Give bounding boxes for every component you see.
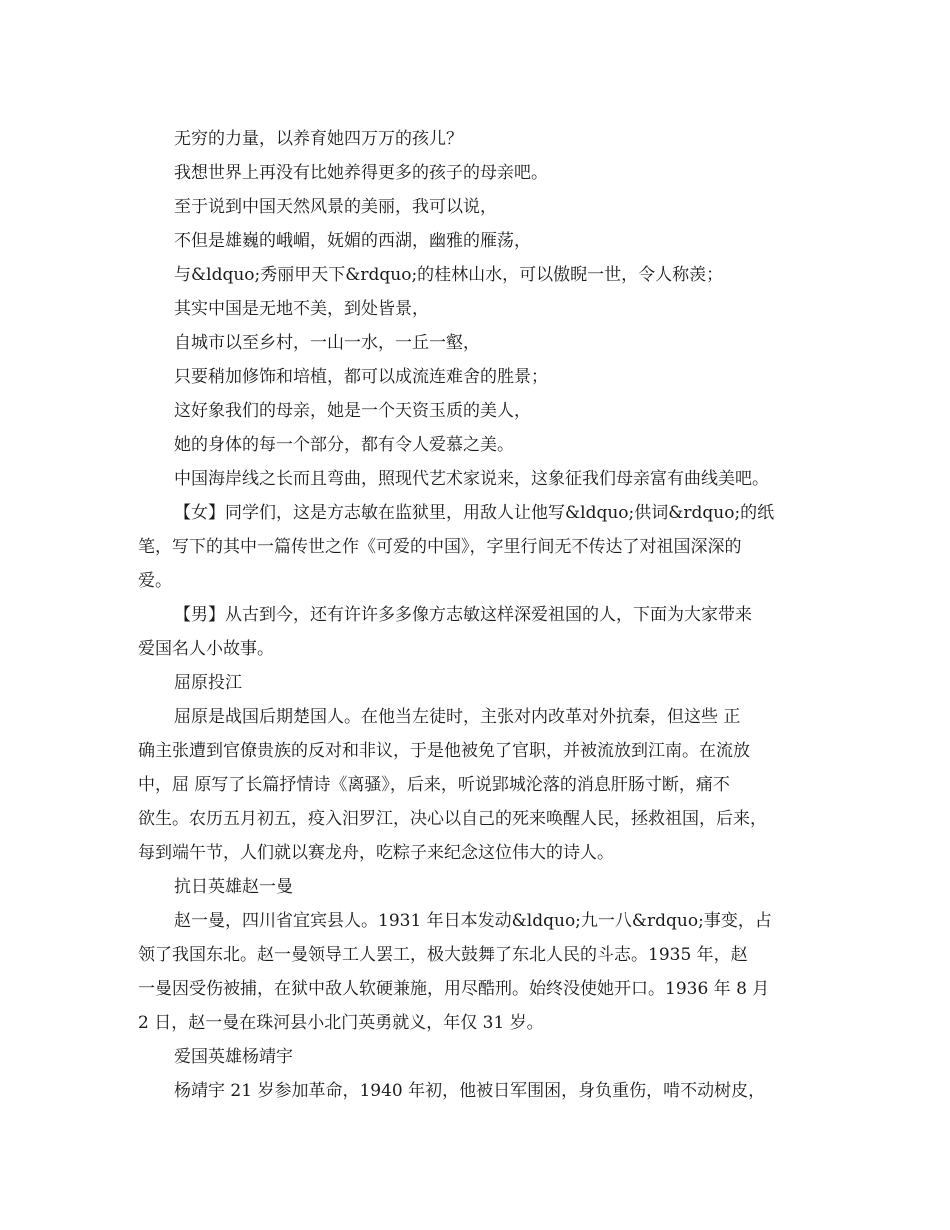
text-line: 其实中国是无地不美，到处皆景， [174, 299, 429, 319]
text-line: 欲生。农历五月初五，疫入汨罗江，决心以自己的死来唤醒人民，拯救祖国，后来， [138, 809, 767, 829]
text-line: 至于说到中国天然风景的美丽，我可以说， [174, 197, 497, 217]
section-heading-quyuan: 屈原投江 [174, 673, 242, 693]
text-line: 她的身体的每一个部分，都有令人爱慕之美。 [174, 435, 514, 455]
paragraph-female-start: 【女】同学们，这是方志敏在监狱里，用敌人让他写&ldquo;供词&rdquo;的纸 [174, 503, 775, 523]
text-line: 领了我国东北。赵一曼领导工人罢工，极大鼓舞了东北人民的斗志。1935 年，赵 [138, 945, 748, 965]
text-line: 无穷的力量，以养育她四万万的孩儿？ [174, 129, 463, 149]
text-line: 杨靖宇 21 岁参加革命，1940 年初，他被日军围困，身负重伤，啃不动树皮， [174, 1081, 766, 1101]
document-body [138, 122, 822, 1108]
text-line: 爱。 [138, 571, 172, 591]
text-line: 我想世界上再没有比她养得更多的孩子的母亲吧。 [174, 163, 548, 183]
text-line: 赵一曼，四川省宜宾县人。1931 年日本发动&ldquo;九一八&rdquo;事变，占 [174, 911, 772, 931]
text-line: 自城市以至乡村，一山一水，一丘一壑， [174, 333, 480, 353]
text-line: 不但是雄巍的峨嵋，妩媚的西湖，幽雅的雁荡， [174, 231, 531, 251]
text-line: 这好象我们的母亲，她是一个天资玉质的美人， [174, 401, 531, 421]
text-line: 爱国名人小故事。 [138, 639, 274, 659]
text-line: 只要稍加修饰和培植，都可以成流连难舍的胜景； [174, 367, 548, 387]
section-heading-zhaoyiman: 抗日英雄赵一曼 [174, 877, 293, 897]
text-line: 中国海岸线之长而且弯曲，照现代艺术家说来，这象征我们母亲富有曲线美吧。 [174, 469, 769, 489]
text-line: 屈原是战国后期楚国人。在他当左徒时，主张对内改革对外抗秦，但这些 正 [174, 707, 741, 727]
text-line: 中，屈 原写了长篇抒情诗《离骚》，后来，听说郢城沦落的消息肝肠寸断，痛不 [138, 775, 730, 795]
text-line: 一曼因受伤被捕，在狱中敌人软硬兼施，用尽酷刑。始终没使她开口。1936 年 8 月 [138, 979, 770, 999]
text-line: 每到端午节，人们就以赛龙舟，吃粽子来纪念这位伟大的诗人。 [138, 843, 614, 863]
text-line: 确主张遭到官僚贵族的反对和非议，于是他被免了官职，并被流放到江南。在流放 [138, 741, 750, 761]
text-line: 与&ldquo;秀丽甲天下&rdquo;的桂林山水，可以傲睨一世，令人称羡； [174, 265, 724, 285]
text-line: 2 日，赵一曼在珠河县小北门英勇就义，年仅 31 岁。 [138, 1013, 544, 1033]
paragraph-male-start: 【男】从古到今，还有许许多多像方志敏这样深爱祖国的人，下面为大家带来 [174, 605, 752, 625]
section-heading-yangjingyu: 爱国英雄杨靖宇 [174, 1047, 293, 1067]
text-line: 笔，写下的其中一篇传世之作《可爱的中国》，字里行间无不传达了对祖国深深的 [138, 537, 742, 557]
